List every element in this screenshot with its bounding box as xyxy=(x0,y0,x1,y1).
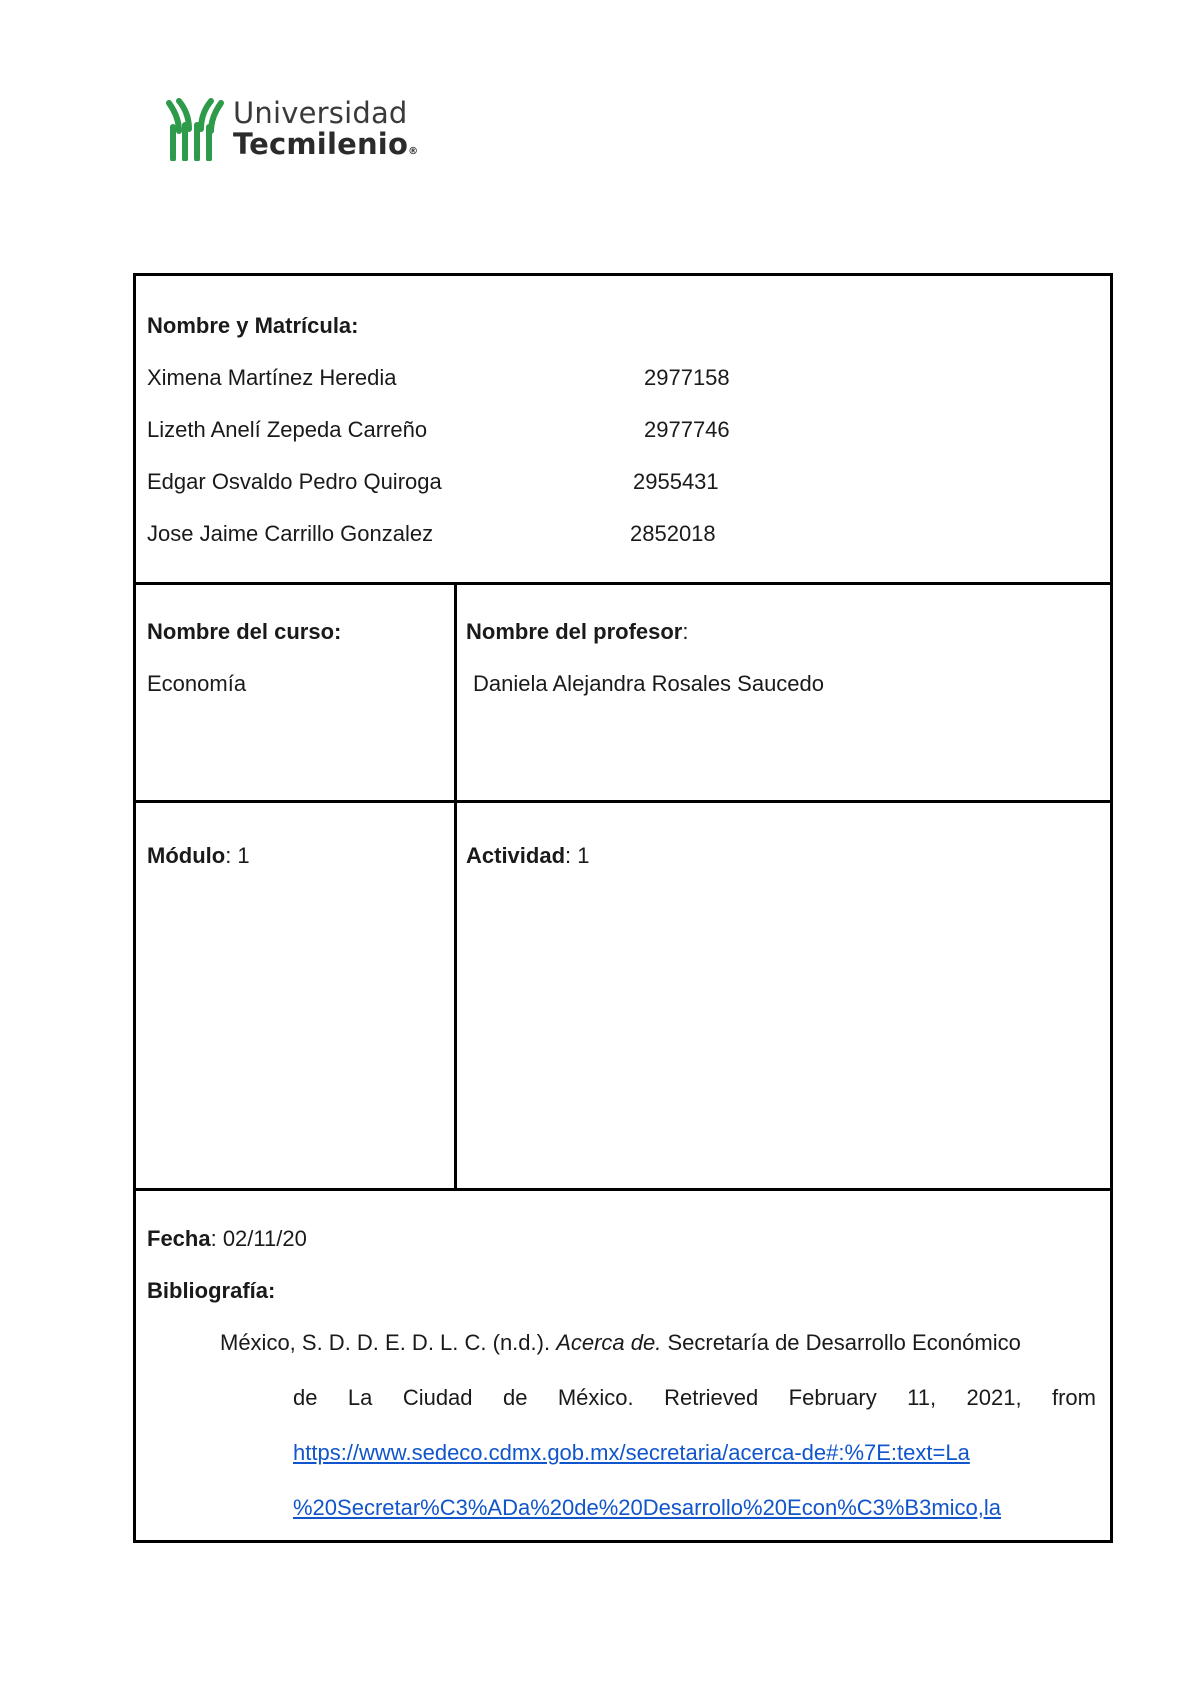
activity-label: Actividad xyxy=(466,843,566,868)
students-label: Nombre y Matrícula: xyxy=(147,313,359,338)
course-cell xyxy=(136,585,454,800)
module-line xyxy=(147,843,250,869)
citation-url-line-2[interactable]: %20Secretar%C3%ADa%20de%20Desarrollo%20Econ%C3%B3mico,la xyxy=(293,1495,1002,1520)
citation-title: Acerca de. xyxy=(556,1330,662,1355)
citation-line-1 xyxy=(220,1330,1096,1356)
student-id: 2852018 xyxy=(630,521,716,546)
logo-tecmilenio-text: Tecmilenio xyxy=(233,127,409,161)
logo-line-tecmilenio xyxy=(233,127,419,161)
activity-value: : 1 xyxy=(565,843,590,868)
citation-url-line-1[interactable]: https://www.sedeco.cdmx.gob.mx/secretaria/acerca-de#:%7E:text=La xyxy=(293,1440,970,1465)
student-name: Jose Jaime Carrillo Gonzalez xyxy=(147,521,434,546)
citation-word: 11, xyxy=(907,1385,937,1410)
citation-word: La xyxy=(347,1385,373,1410)
citation-word: de xyxy=(502,1385,528,1410)
professor-cell xyxy=(457,585,1110,800)
date-label: Fecha xyxy=(147,1226,211,1251)
cover-table xyxy=(133,273,1113,1543)
professor-label: Nombre del profesor xyxy=(466,619,683,644)
bibliography-section xyxy=(136,1191,1110,1540)
student-id: 2955431 xyxy=(633,469,719,494)
professor-label-line xyxy=(466,619,689,645)
activity-cell xyxy=(457,803,1110,1188)
tecmilenio-logo-icon xyxy=(165,97,225,161)
citation-line-2 xyxy=(293,1385,1096,1411)
student-id: 2977746 xyxy=(644,417,730,442)
logo-registered-mark: ® xyxy=(408,146,419,157)
bibliography-label: Bibliografía: xyxy=(147,1278,276,1303)
student-name: Ximena Martínez Heredia xyxy=(147,365,397,390)
professor-value: Daniela Alejandra Rosales Saucedo xyxy=(473,671,825,696)
citation-word: México. xyxy=(557,1385,634,1410)
logo-line-universidad: Universidad xyxy=(233,96,408,130)
student-id: 2977158 xyxy=(644,365,730,390)
citation-text xyxy=(220,1330,1021,1356)
student-name: Edgar Osvaldo Pedro Quiroga xyxy=(147,469,442,494)
module-label: Módulo xyxy=(147,843,226,868)
citation-word: Retrieved xyxy=(664,1385,759,1410)
course-value: Economía xyxy=(147,671,247,696)
citation-word: 2021, xyxy=(966,1385,1022,1410)
citation-word: from xyxy=(1051,1385,1096,1410)
professor-label-colon: : xyxy=(682,619,689,644)
students-section xyxy=(136,276,1110,582)
citation-word: February xyxy=(788,1385,877,1410)
course-label: Nombre del curso: xyxy=(147,619,342,644)
university-logo xyxy=(165,95,419,165)
citation-word: de xyxy=(293,1385,318,1410)
citation-author: México, S. D. D. E. D. L. C. (n.d.). xyxy=(220,1330,557,1355)
logo-wordmark xyxy=(233,96,419,161)
date-line xyxy=(147,1226,307,1252)
date-value: : 02/11/20 xyxy=(210,1226,307,1251)
module-cell xyxy=(136,803,454,1188)
student-name: Lizeth Anelí Zepeda Carreño xyxy=(147,417,428,442)
citation-word: Ciudad xyxy=(402,1385,473,1410)
citation-publisher: Secretaría de Desarrollo Económico xyxy=(661,1330,1021,1355)
activity-line xyxy=(466,843,590,869)
module-value: : 1 xyxy=(225,843,250,868)
